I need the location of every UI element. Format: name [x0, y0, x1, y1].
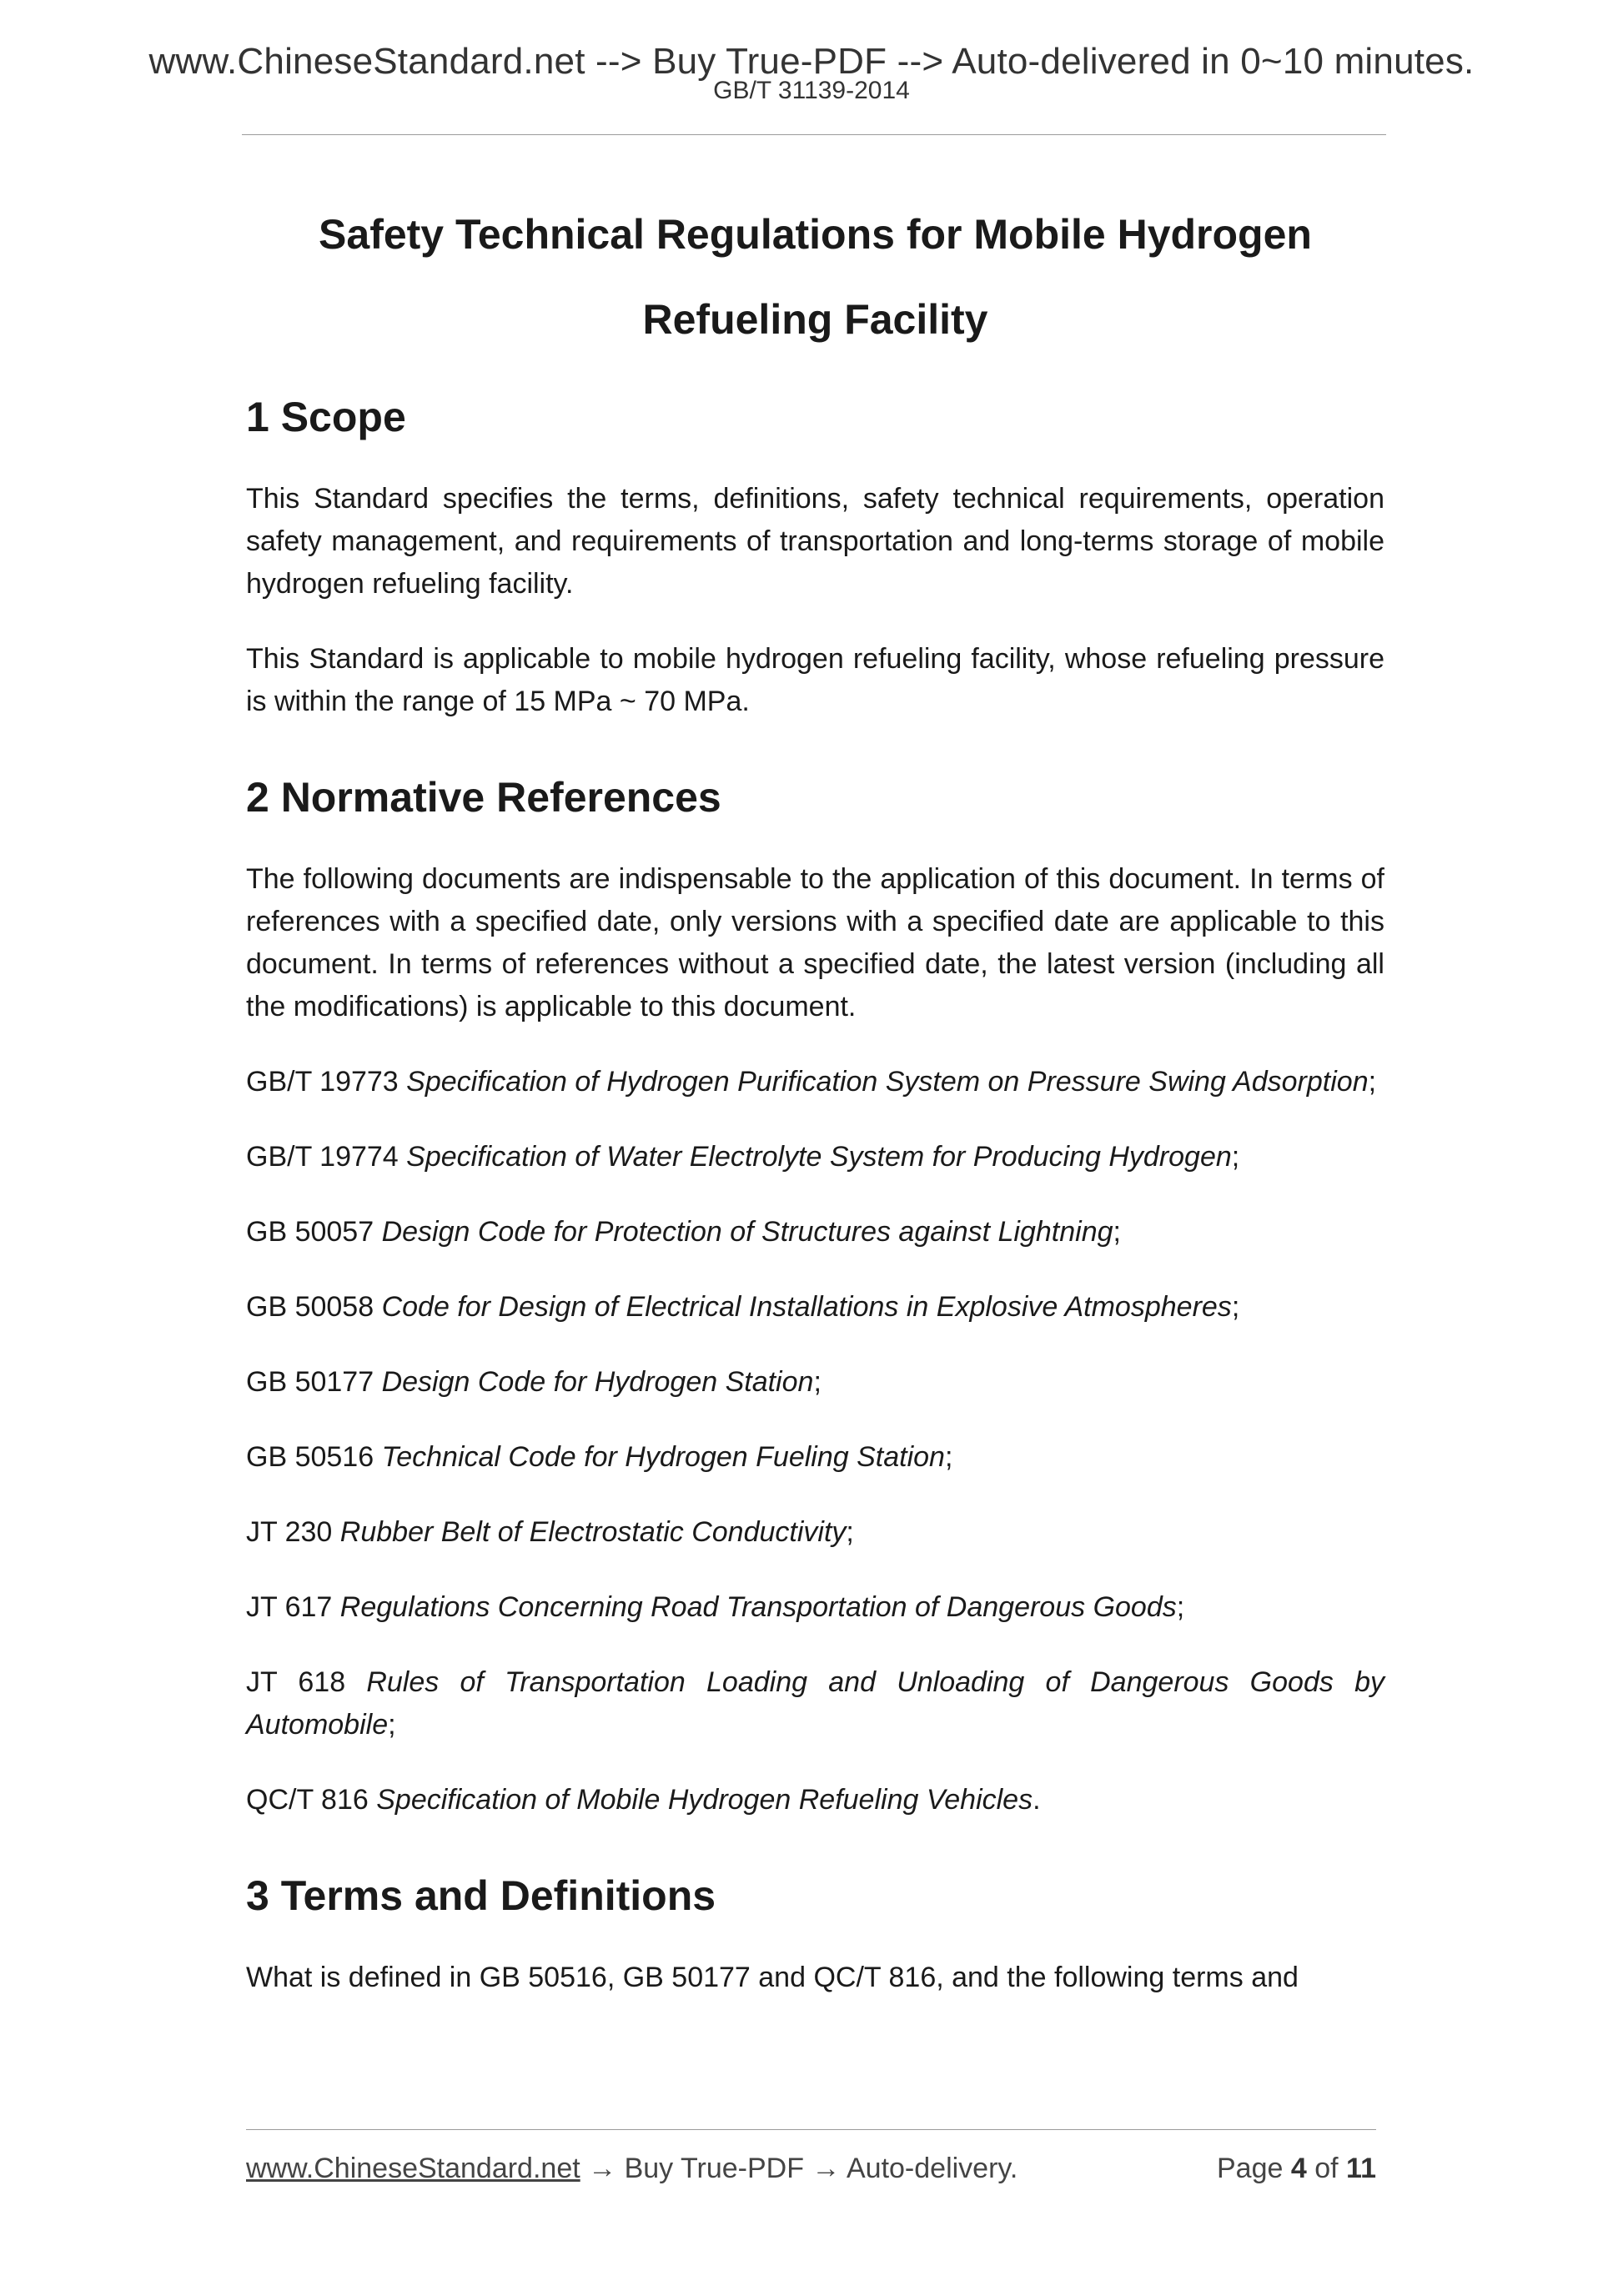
reference-code: GB 50058: [246, 1291, 374, 1323]
footer-divider: [246, 2129, 1376, 2130]
reference-code: JT 617: [246, 1591, 333, 1623]
reference-code: GB 50516: [246, 1441, 374, 1473]
document-title: [246, 192, 1384, 362]
reference-title: Specification of Water Electrolyte System for Producing Hydrogen: [406, 1141, 1232, 1173]
footer-tagline: → Buy True-PDF → Auto-delivery.: [580, 2153, 1018, 2184]
standard-code: GB/T 31139-2014: [713, 77, 910, 104]
reference-code: GB/T 19774: [246, 1141, 399, 1173]
reference-code: JT 230: [246, 1516, 333, 1548]
reference-title: Design Code for Protection of Structures against Lightning: [381, 1216, 1113, 1248]
reference-title: Rules of Transportation Loading and Unloading of Dangerous Goods by Automobile: [246, 1666, 1384, 1741]
reference-code: JT 618: [246, 1666, 346, 1698]
references-intro-paragraph: The following documents are indispensable to the application of this document. In terms of references with a specified date, only versions with a specified date are applicable to this document. In terms of references without a specified date, the latest version (including all the modifications) is applicable to this document.: [246, 863, 1384, 1022]
page-label: Page: [1217, 2153, 1284, 2184]
reference-item: JT 617 Regulations Concerning Road Transportation of Dangerous Goods;: [246, 1591, 1185, 1623]
section-heading-normative-references: 2 Normative References: [246, 774, 721, 821]
reference-title: Regulations Concerning Road Transportation of Dangerous Goods: [339, 1591, 1177, 1623]
page-total: 11: [1346, 2153, 1376, 2184]
reference-item: GB/T 19773 Specification of Hydrogen Purification System on Pressure Swing Adsorption;: [246, 1066, 1377, 1098]
reference-code: QC/T 816: [246, 1784, 369, 1816]
terms-paragraph: What is defined in GB 50516, GB 50177 and QC/T 816, and the following terms and: [246, 1962, 1299, 1993]
site-banner: www.ChineseStandard.net --> Buy True-PDF --> Auto-delivered in 0~10 minutes.: [148, 41, 1475, 82]
reference-item: GB 50177 Design Code for Hydrogen Station;: [246, 1366, 822, 1398]
reference-code: GB 50057: [246, 1216, 374, 1248]
scope-paragraph: This Standard is applicable to mobile hydrogen refueling facility, whose refueling pressure is within the range of 15 MPa ~ 70 MPa.: [246, 643, 1384, 717]
page-footer: [246, 2148, 1376, 2189]
document-title-line-1: Safety Technical Regulations for Mobile Hydrogen: [319, 211, 1312, 258]
scope-paragraph: This Standard specifies the terms, definitions, safety technical requirements, operation safety management, and requirements of transportation and long-terms storage of mobile hydrogen refueling facility.: [246, 483, 1384, 600]
reference-title: Technical Code for Hydrogen Fueling Station: [381, 1441, 945, 1473]
section-heading-scope: 1 Scope: [246, 394, 406, 440]
reference-code: GB/T 19773: [246, 1066, 399, 1098]
header-divider: [242, 134, 1386, 135]
footer-promo: [246, 2148, 1018, 2189]
reference-title: Specification of Hydrogen Purification System on Pressure Swing Adsorption: [406, 1066, 1369, 1098]
page-current: 4: [1290, 2153, 1307, 2184]
reference-code: GB 50177: [246, 1366, 374, 1398]
page-number: [1217, 2148, 1376, 2189]
footer-site-link[interactable]: www.ChineseStandard.net: [246, 2153, 580, 2184]
reference-item: GB 50516 Technical Code for Hydrogen Fueling Station;: [246, 1441, 953, 1473]
reference-title: Rubber Belt of Electrostatic Conductivity: [339, 1516, 847, 1548]
reference-title: Specification of Mobile Hydrogen Refueling Vehicles: [376, 1784, 1033, 1816]
page-of-label: of: [1314, 2153, 1339, 2184]
document-body: [246, 192, 1384, 1999]
reference-item: GB 50057 Design Code for Protection of Structures against Lightning;: [246, 1216, 1121, 1248]
document-title-line-2: Refueling Facility: [642, 296, 988, 343]
reference-item: GB/T 19774 Specification of Water Electrolyte System for Producing Hydrogen;: [246, 1141, 1240, 1173]
reference-title: Code for Design of Electrical Installations in Explosive Atmospheres: [381, 1291, 1232, 1323]
reference-item: JT 618 Rules of Transportation Loading and Unloading of Dangerous Goods by Automobile;: [246, 1666, 1384, 1741]
section-heading-terms-and-definitions: 3 Terms and Definitions: [246, 1872, 716, 1919]
reference-item: JT 230 Rubber Belt of Electrostatic Conductivity;: [246, 1516, 854, 1548]
reference-item: QC/T 816 Specification of Mobile Hydrogen Refueling Vehicles.: [246, 1784, 1041, 1816]
reference-title: Design Code for Hydrogen Station: [381, 1366, 814, 1398]
reference-item: GB 50058 Code for Design of Electrical Installations in Explosive Atmospheres;: [246, 1291, 1240, 1323]
